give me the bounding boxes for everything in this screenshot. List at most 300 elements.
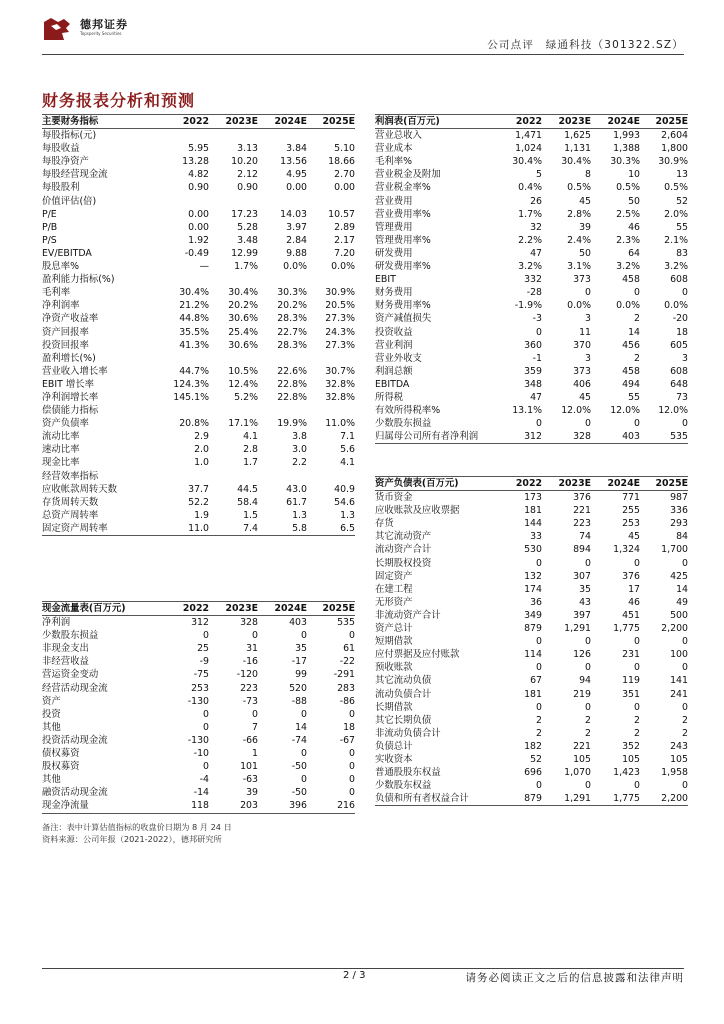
cell-value: 0 bbox=[634, 636, 640, 648]
cell-value bbox=[160, 195, 209, 208]
cell-value: 0 bbox=[536, 662, 542, 674]
cell-value: 0 bbox=[634, 557, 640, 569]
cell-value: 0 bbox=[682, 636, 688, 648]
table-row bbox=[375, 688, 688, 701]
balance-sheet-table bbox=[375, 476, 688, 806]
cell-value: 25 bbox=[197, 643, 209, 655]
table-row bbox=[375, 155, 688, 168]
cell-value: 0 bbox=[682, 557, 688, 569]
cell-value bbox=[258, 470, 307, 483]
cell-value: 30.4% bbox=[561, 156, 591, 168]
row-label: 少数股东权益 bbox=[375, 780, 432, 792]
table-row bbox=[375, 299, 688, 312]
cell-value: 10.20 bbox=[231, 156, 258, 168]
cell-value: 12.0% bbox=[561, 405, 591, 417]
cell-value: 1.3 bbox=[340, 509, 355, 521]
cell-value: 255 bbox=[622, 505, 640, 517]
cell-value: 105 bbox=[670, 753, 688, 765]
cell-value: 49 bbox=[676, 596, 688, 608]
cell-value: 0 bbox=[349, 708, 355, 720]
table-row bbox=[42, 682, 355, 695]
cell-value bbox=[160, 129, 209, 143]
row-label: 归属母公司所有者净利润 bbox=[375, 431, 479, 443]
cell-value: -130 bbox=[187, 695, 209, 707]
row-label: 非现金支出 bbox=[42, 643, 89, 655]
table-row bbox=[42, 708, 355, 721]
cell-value: 7.1 bbox=[340, 431, 355, 443]
table-row bbox=[42, 208, 355, 221]
cell-value bbox=[209, 404, 258, 417]
row-label: 营业费用 bbox=[375, 195, 413, 207]
cell-value: 28.3% bbox=[277, 339, 307, 351]
cell-value: 52 bbox=[676, 195, 688, 207]
cell-value: 44.8% bbox=[179, 313, 209, 325]
cell-value: -20 bbox=[672, 313, 688, 325]
row-label: EBIT 增长率 bbox=[42, 378, 94, 390]
table-header-row bbox=[375, 115, 688, 129]
table-title: 资产负债表(百万元) bbox=[375, 478, 459, 489]
row-label: 财务费用率% bbox=[375, 300, 431, 312]
cell-value: 3.13 bbox=[237, 143, 258, 155]
cell-value: 22.8% bbox=[277, 378, 307, 390]
cell-value: 1,700 bbox=[661, 544, 688, 556]
cell-value: 1.7% bbox=[518, 208, 542, 220]
cell-value: 20.2% bbox=[228, 300, 258, 312]
cell-value: -130 bbox=[187, 734, 209, 746]
cell-value: 30.4% bbox=[228, 287, 258, 299]
table-row bbox=[375, 792, 688, 806]
row-label: 短期借款 bbox=[375, 636, 413, 648]
cell-value: 535 bbox=[670, 431, 688, 443]
cell-value: 2.17 bbox=[334, 234, 355, 246]
row-label: 经营活动现金流 bbox=[42, 682, 108, 694]
cell-value: 359 bbox=[524, 365, 542, 377]
table-row bbox=[42, 483, 355, 496]
cell-value: 403 bbox=[289, 617, 307, 629]
cell-value: 221 bbox=[573, 505, 591, 517]
cell-value: 0.5% bbox=[567, 182, 591, 194]
cell-value: 20.8% bbox=[179, 418, 209, 430]
cell-value: 141 bbox=[670, 675, 688, 687]
cell-value: -74 bbox=[291, 734, 307, 746]
cell-value: 336 bbox=[670, 505, 688, 517]
table-row bbox=[42, 443, 355, 456]
cell-value: — bbox=[199, 261, 209, 273]
cell-value: 1,775 bbox=[613, 623, 640, 635]
cell-value: 44.5 bbox=[237, 483, 258, 495]
cell-value: 530 bbox=[524, 544, 542, 556]
table-row bbox=[375, 779, 688, 792]
cell-value: 124.3% bbox=[173, 378, 209, 390]
cell-value: 3.1% bbox=[567, 261, 591, 273]
cell-value: 1,423 bbox=[613, 767, 640, 779]
table-row bbox=[42, 155, 355, 168]
cell-value: 35 bbox=[579, 583, 591, 595]
year-header: 2024E bbox=[607, 478, 640, 489]
row-label: 营业利润 bbox=[375, 339, 413, 351]
cell-value: 126 bbox=[573, 649, 591, 661]
cell-value: 451 bbox=[622, 609, 640, 621]
table-row bbox=[42, 430, 355, 443]
cell-value: 2.0 bbox=[194, 444, 209, 456]
table-row bbox=[375, 596, 688, 609]
year-header: 2025E bbox=[322, 603, 355, 614]
cell-value: -10 bbox=[193, 748, 209, 760]
cell-value: -50 bbox=[291, 761, 307, 773]
cell-value: 30.3% bbox=[610, 156, 640, 168]
row-label: 价值评估(倍) bbox=[42, 195, 97, 207]
cell-value: -67 bbox=[339, 734, 355, 746]
cell-value: 3.0 bbox=[292, 444, 307, 456]
cell-value: 99 bbox=[295, 669, 307, 681]
cell-value: 0 bbox=[349, 761, 355, 773]
cell-value: 105 bbox=[622, 753, 640, 765]
cell-value: 0 bbox=[585, 636, 591, 648]
cell-value: 55 bbox=[628, 391, 640, 403]
table-row bbox=[375, 430, 688, 444]
cell-value: 17 bbox=[628, 583, 640, 595]
cell-value: 30.9% bbox=[658, 156, 688, 168]
cell-value: 1.0 bbox=[194, 457, 209, 469]
cell-value: 376 bbox=[622, 570, 640, 582]
table-row bbox=[375, 260, 688, 273]
table-row bbox=[375, 635, 688, 648]
year-header: 2022 bbox=[182, 603, 209, 614]
table-row bbox=[375, 740, 688, 753]
cell-value: 0 bbox=[536, 557, 542, 569]
cell-value: 328 bbox=[240, 617, 258, 629]
cell-value: 144 bbox=[524, 518, 542, 530]
year-header: 2022 bbox=[515, 116, 542, 127]
table-row bbox=[375, 570, 688, 583]
cell-value: 28.3% bbox=[277, 313, 307, 325]
cell-value: 2.89 bbox=[334, 221, 355, 233]
row-label: 净利润增长率 bbox=[42, 391, 99, 403]
cell-value: 0 bbox=[634, 418, 640, 430]
row-label: 货币资金 bbox=[375, 492, 413, 504]
cell-value: 8 bbox=[585, 169, 591, 181]
cell-value: 0 bbox=[585, 418, 591, 430]
row-label: 流动比率 bbox=[42, 431, 80, 443]
cell-value: 0 bbox=[349, 748, 355, 760]
table-row bbox=[42, 417, 355, 430]
row-label: 非流动负债合计 bbox=[375, 727, 441, 739]
cell-value: 30.6% bbox=[228, 339, 258, 351]
cell-value: 0.00 bbox=[286, 182, 307, 194]
cell-value: 12.0% bbox=[658, 405, 688, 417]
table-header-row bbox=[375, 477, 688, 491]
cell-value: 0 bbox=[634, 701, 640, 713]
table-row bbox=[375, 609, 688, 622]
cell-value: 64 bbox=[628, 247, 640, 259]
table-row bbox=[375, 326, 688, 339]
table-row bbox=[42, 312, 355, 325]
section-title: 财务报表分析和预测 bbox=[42, 91, 196, 110]
cell-value: 3 bbox=[682, 352, 688, 364]
row-label: P/B bbox=[42, 221, 58, 233]
cell-value: 2.2% bbox=[518, 234, 542, 246]
cell-value: 373 bbox=[573, 365, 591, 377]
year-header: 2024E bbox=[274, 116, 307, 127]
row-label: 流动资产合计 bbox=[375, 544, 432, 556]
cell-value: 1.7% bbox=[234, 261, 258, 273]
row-label: 非流动资产合计 bbox=[375, 609, 441, 621]
table-row bbox=[42, 721, 355, 734]
cell-value: 35.5% bbox=[179, 326, 209, 338]
table-row bbox=[375, 674, 688, 687]
year-header: 2025E bbox=[655, 478, 688, 489]
row-label: 现金净流量 bbox=[42, 800, 89, 812]
cell-value: 0 bbox=[301, 630, 307, 642]
cell-value: 370 bbox=[573, 339, 591, 351]
cell-value: 30.3% bbox=[277, 287, 307, 299]
row-label: 营运资金变动 bbox=[42, 669, 99, 681]
table-row bbox=[375, 648, 688, 661]
cell-value: 58.4 bbox=[237, 496, 258, 508]
cell-value: 13.56 bbox=[280, 156, 307, 168]
logo-subtext: Topsperity Securities bbox=[80, 31, 122, 36]
year-header: 2024E bbox=[274, 603, 307, 614]
table-row bbox=[375, 208, 688, 221]
cell-value: 5.8 bbox=[292, 522, 307, 534]
cell-value: 5.28 bbox=[237, 221, 258, 233]
row-label: 经营效率指标 bbox=[42, 470, 99, 482]
table-row bbox=[42, 181, 355, 194]
cell-value: 0.0% bbox=[664, 300, 688, 312]
row-label: 每股股利 bbox=[42, 182, 80, 194]
table-row bbox=[42, 391, 355, 404]
cell-value: 45 bbox=[579, 195, 591, 207]
cell-value: 55 bbox=[676, 221, 688, 233]
cell-value: 608 bbox=[670, 274, 688, 286]
table-title: 主要财务指标 bbox=[42, 116, 99, 127]
cell-value: 26 bbox=[530, 195, 542, 207]
cell-value: 0.90 bbox=[237, 182, 258, 194]
cell-value: 241 bbox=[670, 688, 688, 700]
cell-value: 458 bbox=[622, 365, 640, 377]
table-row bbox=[375, 339, 688, 352]
table-row bbox=[375, 491, 688, 505]
row-label: 每股指标(元) bbox=[42, 130, 97, 142]
cell-value: 0 bbox=[203, 761, 209, 773]
cell-value: 348 bbox=[524, 378, 542, 390]
year-header: 2025E bbox=[322, 116, 355, 127]
cell-value: 2.5% bbox=[616, 208, 640, 220]
cell-value: 10.5% bbox=[228, 365, 258, 377]
cell-value: -14 bbox=[193, 787, 209, 799]
table-row bbox=[42, 734, 355, 747]
cell-value: -75 bbox=[193, 669, 209, 681]
cell-value: 44.7% bbox=[179, 365, 209, 377]
cell-value: 332 bbox=[524, 274, 542, 286]
cell-value: 0 bbox=[682, 418, 688, 430]
cell-value bbox=[160, 470, 209, 483]
cell-value: 14 bbox=[676, 583, 688, 595]
cell-value: 494 bbox=[622, 378, 640, 390]
table-row bbox=[42, 286, 355, 299]
row-label: 营业收入增长率 bbox=[42, 365, 108, 377]
cell-value: 22.7% bbox=[277, 326, 307, 338]
cell-value: -3 bbox=[532, 313, 542, 325]
table-row bbox=[42, 760, 355, 773]
cell-value: 5.2% bbox=[234, 391, 258, 403]
row-label: 盈利增长(%) bbox=[42, 352, 96, 364]
cell-value: 54.6 bbox=[334, 496, 355, 508]
row-label: 其它流动负债 bbox=[375, 675, 432, 687]
disclaimer: 请务必阅读正文之后的信息披露和法律声明 bbox=[465, 972, 684, 984]
cell-value: 0 bbox=[536, 418, 542, 430]
cell-value: 0.00 bbox=[188, 221, 209, 233]
cell-value: 223 bbox=[573, 518, 591, 530]
cell-value: 373 bbox=[573, 274, 591, 286]
cell-value: 223 bbox=[240, 682, 258, 694]
cell-value: 100 bbox=[670, 649, 688, 661]
cell-value: 73 bbox=[676, 391, 688, 403]
page-number: 2 / 3 bbox=[343, 970, 366, 981]
cell-value: 0.0% bbox=[616, 300, 640, 312]
table-row bbox=[42, 195, 355, 208]
table-row bbox=[42, 496, 355, 509]
cell-value: 74 bbox=[579, 531, 591, 543]
row-label: 资产负债率 bbox=[42, 418, 89, 430]
cell-value: 39 bbox=[579, 221, 591, 233]
year-header: 2022 bbox=[515, 478, 542, 489]
row-label: 每股净资产 bbox=[42, 156, 89, 168]
cell-value: 2 bbox=[536, 714, 542, 726]
row-label: 非经营收益 bbox=[42, 656, 89, 668]
cell-value: 987 bbox=[670, 492, 688, 504]
cell-value: 1,625 bbox=[564, 130, 591, 142]
cell-value: 376 bbox=[573, 492, 591, 504]
cell-value: 3.48 bbox=[237, 234, 258, 246]
cell-value bbox=[160, 352, 209, 365]
cell-value: 18 bbox=[343, 721, 355, 733]
cell-value: 535 bbox=[337, 617, 355, 629]
cell-value: 219 bbox=[573, 688, 591, 700]
row-label: 毛利率% bbox=[375, 156, 413, 168]
cell-value: 2 bbox=[634, 714, 640, 726]
table-row bbox=[42, 668, 355, 681]
row-label: 所得税 bbox=[375, 391, 404, 403]
table-row bbox=[375, 391, 688, 404]
cell-value: 696 bbox=[524, 767, 542, 779]
table-row bbox=[375, 530, 688, 543]
cell-value: 0.00 bbox=[188, 208, 209, 220]
row-label: 管理费用 bbox=[375, 221, 413, 233]
cell-value: 20.2% bbox=[277, 300, 307, 312]
cell-value: 22.6% bbox=[277, 365, 307, 377]
row-label: 存货周转天数 bbox=[42, 496, 99, 508]
cell-value: 22.8% bbox=[277, 391, 307, 403]
table-row bbox=[42, 247, 355, 260]
cell-value: 14 bbox=[295, 721, 307, 733]
cell-value: -17 bbox=[291, 656, 307, 668]
row-label: 偿债能力指标 bbox=[42, 405, 99, 417]
cell-value bbox=[307, 195, 355, 208]
cell-value: 61 bbox=[343, 643, 355, 655]
cell-value: 0 bbox=[634, 287, 640, 299]
cell-value: 132 bbox=[524, 570, 542, 582]
cell-value bbox=[209, 129, 258, 143]
table-row bbox=[375, 622, 688, 635]
cell-value: 12.99 bbox=[231, 247, 258, 259]
row-label: 投资回报率 bbox=[42, 339, 89, 351]
cell-value: 11.0 bbox=[188, 522, 209, 534]
cell-value: -63 bbox=[242, 774, 258, 786]
row-label: 固定资产周转率 bbox=[42, 522, 108, 534]
cell-value: -0.49 bbox=[184, 247, 209, 259]
cashflow-table bbox=[42, 601, 355, 814]
table-row bbox=[375, 221, 688, 234]
cell-value: 47 bbox=[530, 391, 542, 403]
cell-value: 119 bbox=[622, 675, 640, 687]
cell-value: -1 bbox=[532, 352, 542, 364]
cell-value: 7 bbox=[252, 721, 258, 733]
cell-value: 17.23 bbox=[231, 208, 258, 220]
cell-value: 456 bbox=[622, 339, 640, 351]
cell-value: 181 bbox=[524, 505, 542, 517]
cell-value: 3.2% bbox=[616, 261, 640, 273]
row-label: 资产 bbox=[42, 695, 61, 707]
row-label: 管理费用率% bbox=[375, 234, 431, 246]
cell-value: 1,131 bbox=[564, 143, 591, 155]
row-label: 普通股股东权益 bbox=[375, 767, 441, 779]
table-row bbox=[42, 129, 355, 143]
cell-value: 312 bbox=[191, 617, 209, 629]
cell-value: 403 bbox=[622, 431, 640, 443]
cell-value: 425 bbox=[670, 570, 688, 582]
main-indicators-table bbox=[42, 114, 355, 536]
cell-value bbox=[258, 129, 307, 143]
cell-value: 30.6% bbox=[228, 313, 258, 325]
cell-value: 1,800 bbox=[661, 143, 688, 155]
table-row bbox=[375, 504, 688, 517]
cell-value: 94 bbox=[579, 675, 591, 687]
cell-value: 13.1% bbox=[512, 405, 542, 417]
cell-value: 31 bbox=[246, 643, 258, 655]
cell-value: 520 bbox=[289, 682, 307, 694]
cell-value: 40.9 bbox=[334, 483, 355, 495]
cell-value: 3.2% bbox=[664, 261, 688, 273]
cell-value: 0 bbox=[301, 708, 307, 720]
cell-value: 0 bbox=[301, 774, 307, 786]
cell-value: 1.92 bbox=[188, 234, 209, 246]
cell-value: -22 bbox=[339, 656, 355, 668]
cell-value: 4.1 bbox=[243, 431, 258, 443]
cell-value: 0.0% bbox=[283, 261, 307, 273]
year-header: 2023E bbox=[558, 116, 591, 127]
cell-value: -291 bbox=[333, 669, 355, 681]
row-label: 净资产收益率 bbox=[42, 313, 99, 325]
cell-value: 0.4% bbox=[518, 182, 542, 194]
table-row bbox=[42, 642, 355, 655]
cell-value: 0 bbox=[682, 662, 688, 674]
cell-value: 6.5 bbox=[340, 522, 355, 534]
cell-value: 18 bbox=[676, 326, 688, 338]
row-label: 投资收益 bbox=[375, 326, 413, 338]
table-row bbox=[375, 661, 688, 674]
cell-value: 0 bbox=[301, 748, 307, 760]
row-label: 长期借款 bbox=[375, 701, 413, 713]
cell-value: 2.0% bbox=[664, 208, 688, 220]
cell-value: -1.9% bbox=[514, 300, 542, 312]
cell-value: 2 bbox=[634, 727, 640, 739]
cell-value: 11.0% bbox=[325, 418, 355, 430]
cell-value: 1,070 bbox=[564, 767, 591, 779]
cell-value: 41.3% bbox=[179, 339, 209, 351]
row-label: 其他 bbox=[42, 721, 61, 733]
cell-value: 37.7 bbox=[188, 483, 209, 495]
